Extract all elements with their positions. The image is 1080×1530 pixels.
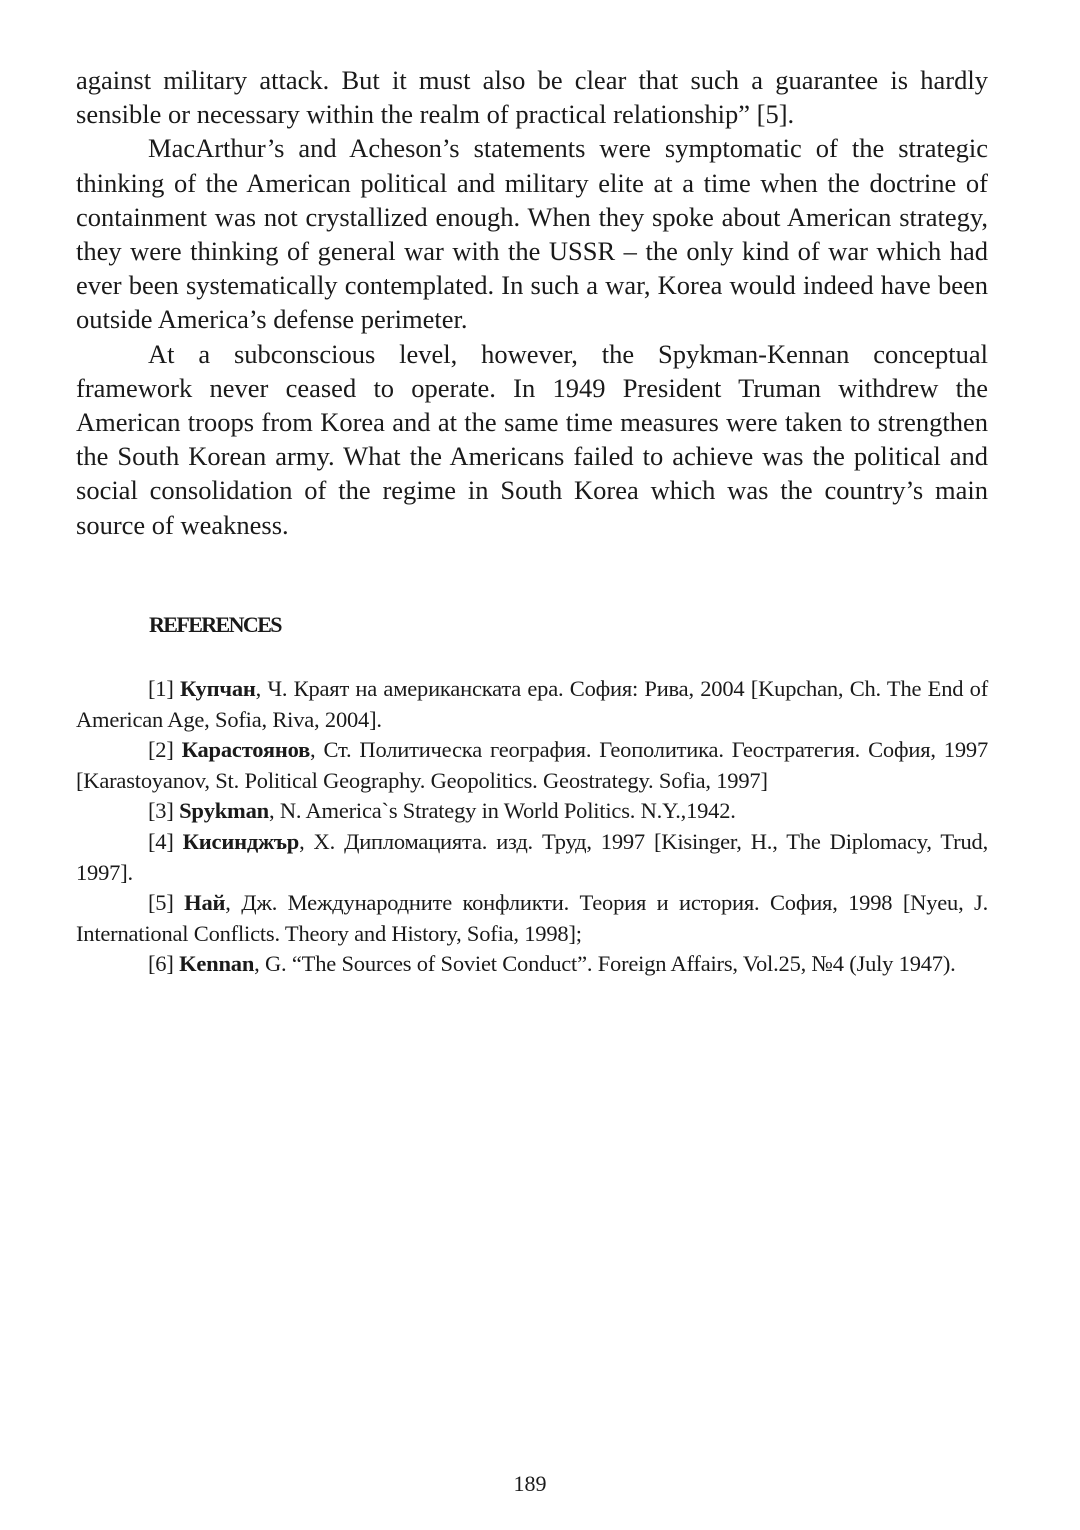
reference-item	[76, 674, 988, 735]
reference-text: , Дж. Международните конфликти. Теория и история. София, 1998 [Nyeu, J. International Conflicts. Theory and History, Sofia, 1998];	[76, 890, 988, 946]
reference-number: [3]	[148, 798, 180, 824]
paragraph: MacArthur’s and Acheson’s statements were symptomatic of the strategic thinking of the American political and military elite at a time when the doctrine of containment was not crystallized enough. When they spoke about American strategy, they were thinking of general war with the USSR – the only kind of war which had ever been systematically contemplated. In such a war, Korea would indeed have been outside America’s defense perimeter.	[76, 133, 988, 335]
reference-text: , Х. Дипломацията. изд. Труд, 1997 [Kisinger, H., The Diplomacy, Trud, 1997].	[76, 828, 989, 885]
paragraph: At a subconscious level, however, the Spykman-Kennan conceptual framework never ceased to operate. In 1949 President Truman withdrew the American troops from Korea and at the same time measures were taken to strengthen the South Korean army. What the Americans failed to achieve was the political and social consolidation of the regime in South Korea which was the country’s main source of weakness.	[76, 338, 988, 540]
reference-number: [4]	[148, 828, 183, 854]
reference-author: Най	[184, 890, 226, 916]
reference-author: Купчан	[180, 676, 256, 701]
reference-item	[76, 888, 988, 949]
reference-text: , Ч. Краят на американската ера. София: Рива, 2004 [Kupchan, Ch. The End of American Age, Sofia, Riva, 2004].	[76, 676, 989, 732]
references-list	[76, 674, 988, 980]
reference-text: , N. America`s Strategy in World Politics. N.Y.,1942.	[268, 798, 736, 824]
reference-text: , Ст. Политическа география. Геополитика. Геостратегия. София, 1997 [Karastoyanov, St. Political Geography. Geopolitics. Geostrategy. Sofia, 1997]	[76, 737, 988, 793]
page-number: 189	[513, 1471, 547, 1496]
reference-author: Карастоянов	[181, 737, 311, 763]
reference-item	[76, 735, 988, 796]
reference-item	[76, 827, 988, 888]
reference-number: [6]	[148, 951, 180, 977]
reference-author: Кисинджър	[182, 828, 300, 854]
reference-number: [1]	[148, 676, 180, 701]
reference-text: , G. “The Sources of Soviet Conduct”. Foreign Affairs, Vol.25, №4 (July 1947).	[254, 951, 956, 977]
reference-item	[76, 796, 988, 827]
references-heading: REFERENCES	[149, 612, 281, 637]
reference-item	[76, 949, 988, 980]
reference-author: Kennan	[179, 951, 255, 977]
reference-number: [2]	[148, 737, 182, 763]
paragraph: against military attack. But it must also be clear that such a guarantee is hardly sensible or necessary within the realm of practical relationship” [5].	[76, 65, 988, 130]
body-text	[76, 63, 988, 542]
reference-author: Spykman	[179, 798, 269, 824]
reference-number: [5]	[148, 890, 185, 916]
